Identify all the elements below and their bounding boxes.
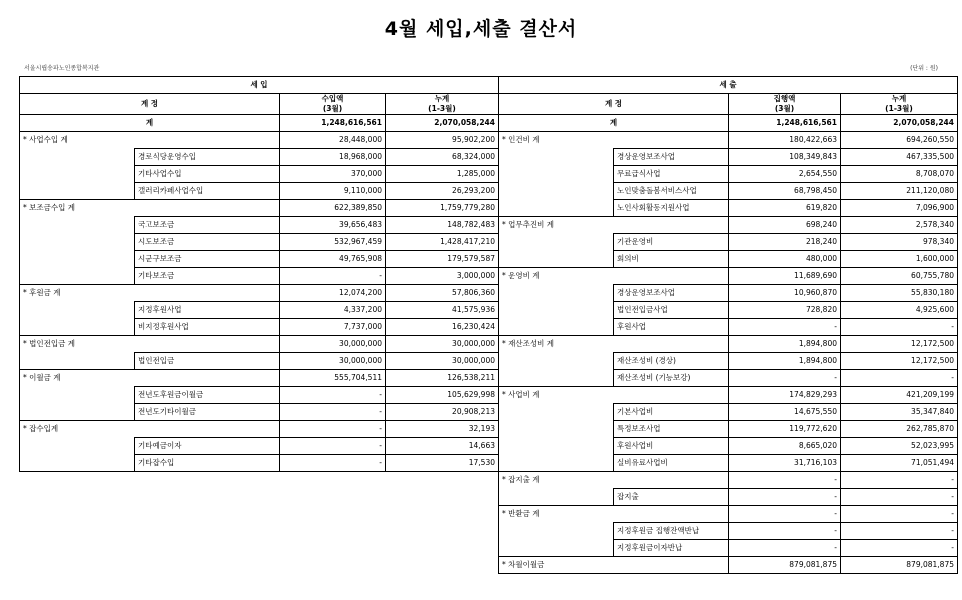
expense-amount-value: - (729, 472, 841, 489)
expense-item-label: 경상운영보조사업 (614, 149, 729, 166)
expense-category-spacer (499, 370, 614, 387)
income-cumulative-value: 17,530 (386, 455, 499, 472)
income-cumulative-value: 30,000,000 (386, 336, 499, 353)
income-empty-cell (135, 557, 280, 574)
expense-cumulative-value: - (841, 523, 958, 540)
expense-category-label: * 업무추진비 계 (499, 217, 729, 234)
income-cumulative-value: 95,902,200 (386, 132, 499, 149)
income-category-spacer (20, 183, 135, 200)
expense-item-label: 재산조성비 (경상) (614, 353, 729, 370)
expense-cumulative-value: - (841, 472, 958, 489)
expense-item-label: 기관운영비 (614, 234, 729, 251)
expense-cumulative-header-label: 누계 (891, 94, 907, 103)
table-row (20, 132, 958, 149)
income-cumulative-value: 1,285,000 (386, 166, 499, 183)
expense-item-label: 경상운영보조사업 (614, 285, 729, 302)
expense-cumulative-value: 4,925,600 (841, 302, 958, 319)
expense-amount-value: 31,716,103 (729, 455, 841, 472)
table-row (20, 421, 958, 438)
income-item-label: 지정후원사업 (135, 302, 280, 319)
expense-category-label: * 사업비 계 (499, 387, 729, 404)
income-amount-value: 39,656,483 (280, 217, 386, 234)
income-empty-cell (20, 472, 135, 489)
expense-cumulative-value: - (841, 489, 958, 506)
expense-amount-value: 698,240 (729, 217, 841, 234)
expense-item-label: 노인맞춤돌봄서비스사업 (614, 183, 729, 200)
expense-category-label: * 반환금 계 (499, 506, 729, 523)
expense-cumulative-value: 211,120,080 (841, 183, 958, 200)
income-cumulative-value: 3,000,000 (386, 268, 499, 285)
expense-item-label: 법인전입금사업 (614, 302, 729, 319)
income-category-label: * 후원금 계 (20, 285, 280, 302)
income-empty-cell (135, 523, 280, 540)
expense-amount-value: - (729, 540, 841, 557)
income-category-spacer (20, 149, 135, 166)
expense-cumulative-value: 262,785,870 (841, 421, 958, 438)
income-empty-cell (386, 472, 499, 489)
expense-cumulative-value: 421,209,199 (841, 387, 958, 404)
expense-cumulative-value: 55,830,180 (841, 285, 958, 302)
income-empty-cell (135, 506, 280, 523)
organization-name: 서울시립송파노인종합복지관 (24, 65, 100, 72)
expense-cumulative-value: 978,340 (841, 234, 958, 251)
expense-item-label: 특정보조사업 (614, 421, 729, 438)
income-cumulative-value: 32,193 (386, 421, 499, 438)
expense-category-spacer (499, 421, 614, 438)
table-row (20, 404, 958, 421)
income-amount-value: 532,967,459 (280, 234, 386, 251)
expense-cumulative-value: 694,260,550 (841, 132, 958, 149)
expense-item-label: 지정후원금 집행잔액반납 (614, 523, 729, 540)
expense-category-label: * 운영비 계 (499, 268, 729, 285)
income-amount-value: - (280, 421, 386, 438)
table-row (20, 234, 958, 251)
expense-item-label: 후원사업 (614, 319, 729, 336)
income-category-spacer (20, 268, 135, 285)
income-total-amount: 1,248,616,561 (280, 115, 386, 132)
expense-category-spacer (499, 285, 614, 302)
income-empty-cell (20, 489, 135, 506)
income-cumulative-value: 57,806,360 (386, 285, 499, 302)
income-empty-cell (280, 506, 386, 523)
income-amount-header-label: 수입액 (321, 94, 344, 103)
income-item-label: 법인전입금 (135, 353, 280, 370)
expense-account-header: 계 정 (499, 94, 729, 115)
expense-cumulative-value: - (841, 370, 958, 387)
income-amount-value: 4,337,200 (280, 302, 386, 319)
income-item-label: 갤러리카페사업수입 (135, 183, 280, 200)
income-empty-cell (20, 506, 135, 523)
table-row (20, 166, 958, 183)
expense-category-spacer (499, 489, 614, 506)
expense-total-amount: 1,248,616,561 (729, 115, 841, 132)
income-category-spacer (20, 319, 135, 336)
income-item-label: 경로식당운영수입 (135, 149, 280, 166)
expense-category-spacer (499, 540, 614, 557)
expense-item-label: 회의비 (614, 251, 729, 268)
income-item-label: 국고보조금 (135, 217, 280, 234)
expense-amount-value: 8,665,020 (729, 438, 841, 455)
income-cumulative-value: 41,575,936 (386, 302, 499, 319)
expense-item-label: 지정후원금이자반납 (614, 540, 729, 557)
expense-cumulative-value: 467,335,500 (841, 149, 958, 166)
expense-amount-value: 879,081,875 (729, 557, 841, 574)
table-row (20, 353, 958, 370)
income-total-label: 계 (20, 115, 280, 132)
income-category-spacer (20, 302, 135, 319)
income-amount-value: - (280, 455, 386, 472)
income-empty-cell (280, 540, 386, 557)
income-category-label: * 보조금수입 계 (20, 200, 280, 217)
income-total-cumulative: 2,070,058,244 (386, 115, 499, 132)
expense-amount-value: 2,654,550 (729, 166, 841, 183)
expense-amount-value: - (729, 370, 841, 387)
expense-item-label: 잡지출 (614, 489, 729, 506)
income-category-label: * 사업수입 계 (20, 132, 280, 149)
income-category-spacer (20, 438, 135, 455)
report-title: 4월 세입,세출 결산서 (384, 18, 578, 40)
expense-category-spacer (499, 319, 614, 336)
table-row (20, 370, 958, 387)
income-category-spacer (20, 217, 135, 234)
income-amount-value: 30,000,000 (280, 353, 386, 370)
expense-amount-value: 119,772,620 (729, 421, 841, 438)
income-amount-value: 555,704,511 (280, 370, 386, 387)
expense-amount-value: 174,829,293 (729, 387, 841, 404)
expense-item-label: 재산조성비 (기능보강) (614, 370, 729, 387)
income-amount-value: 30,000,000 (280, 336, 386, 353)
income-amount-header-period: (3월) (322, 104, 343, 113)
unit-label: (단위 : 원) (910, 65, 938, 72)
expense-amount-value: - (729, 506, 841, 523)
table-row (20, 319, 958, 336)
expense-item-label: 후원사업비 (614, 438, 729, 455)
table-row (20, 489, 958, 506)
income-cumulative-value: 14,663 (386, 438, 499, 455)
income-cumulative-value: 126,538,211 (386, 370, 499, 387)
expense-amount-header-period: (3월) (774, 104, 795, 113)
expense-cumulative-value: 35,347,840 (841, 404, 958, 421)
expense-category-spacer (499, 251, 614, 268)
table-row (20, 285, 958, 302)
income-amount-value: - (280, 404, 386, 421)
income-cumulative-value: 105,629,998 (386, 387, 499, 404)
income-empty-cell (20, 523, 135, 540)
expense-cumulative-value: - (841, 506, 958, 523)
expense-cumulative-value: 12,172,500 (841, 353, 958, 370)
expense-category-label: * 재산조성비 계 (499, 336, 729, 353)
expense-item-label: 기본사업비 (614, 404, 729, 421)
expense-amount-value: 14,675,550 (729, 404, 841, 421)
expense-amount-value: - (729, 523, 841, 540)
income-empty-cell (280, 489, 386, 506)
expense-category-spacer (499, 455, 614, 472)
expense-category-spacer (499, 438, 614, 455)
table-row (20, 268, 958, 285)
expense-amount-value: 1,894,800 (729, 353, 841, 370)
table-row (20, 438, 958, 455)
income-category-spacer (20, 455, 135, 472)
table-row (20, 149, 958, 166)
table-row (20, 251, 958, 268)
expense-item-label: 노인사회활동지원사업 (614, 200, 729, 217)
income-item-label: 기타사업수입 (135, 166, 280, 183)
income-item-label: 기타보조금 (135, 268, 280, 285)
income-cumulative-header (386, 94, 499, 115)
income-amount-value: - (280, 438, 386, 455)
income-cumulative-value: 179,579,587 (386, 251, 499, 268)
income-empty-cell (386, 523, 499, 540)
income-empty-cell (20, 540, 135, 557)
income-empty-cell (386, 506, 499, 523)
income-empty-cell (386, 489, 499, 506)
expense-cumulative-value: - (841, 540, 958, 557)
income-empty-cell (386, 540, 499, 557)
income-item-label: 시군구보조금 (135, 251, 280, 268)
expense-amount-header (729, 94, 841, 115)
expense-amount-value: 180,422,663 (729, 132, 841, 149)
income-cumulative-value: 30,000,000 (386, 353, 499, 370)
expense-amount-value: 218,240 (729, 234, 841, 251)
expense-cumulative-value: - (841, 319, 958, 336)
expense-amount-value: 11,689,690 (729, 268, 841, 285)
table-row (20, 183, 958, 200)
expense-amount-value: - (729, 319, 841, 336)
income-amount-value: - (280, 268, 386, 285)
settlement-table (19, 76, 958, 574)
income-category-spacer (20, 251, 135, 268)
income-cumulative-value: 1,428,417,210 (386, 234, 499, 251)
income-cumulative-value: 1,759,779,280 (386, 200, 499, 217)
income-amount-value: 7,737,000 (280, 319, 386, 336)
expense-amount-value: 108,349,843 (729, 149, 841, 166)
expense-amount-value: 480,000 (729, 251, 841, 268)
income-empty-cell (20, 557, 135, 574)
income-category-spacer (20, 166, 135, 183)
income-cumulative-header-period: (1-3월) (428, 104, 456, 113)
income-cumulative-value: 148,782,483 (386, 217, 499, 234)
income-amount-value: 28,448,000 (280, 132, 386, 149)
expense-category-spacer (499, 302, 614, 319)
expense-amount-value: 10,960,870 (729, 285, 841, 302)
income-empty-cell (280, 472, 386, 489)
expense-total-cumulative: 2,070,058,244 (841, 115, 958, 132)
expense-category-spacer (499, 404, 614, 421)
income-cumulative-value: 26,293,200 (386, 183, 499, 200)
table-row (20, 540, 958, 557)
table-row (20, 336, 958, 353)
income-amount-value: 12,074,200 (280, 285, 386, 302)
expense-category-spacer (499, 523, 614, 540)
income-cumulative-header-label: 누계 (434, 94, 450, 103)
expense-cumulative-value: 1,600,000 (841, 251, 958, 268)
expense-item-label: 실비유료사업비 (614, 455, 729, 472)
expense-amount-value: 1,894,800 (729, 336, 841, 353)
table-row (20, 302, 958, 319)
expense-header: 세 출 (499, 77, 958, 94)
expense-amount-value: 619,820 (729, 200, 841, 217)
expense-cumulative-value: 8,708,070 (841, 166, 958, 183)
income-cumulative-value: 68,324,000 (386, 149, 499, 166)
expense-amount-value: - (729, 489, 841, 506)
income-category-label: * 법인전입금 계 (20, 336, 280, 353)
income-item-label: 비지정후원사업 (135, 319, 280, 336)
expense-category-spacer (499, 149, 614, 166)
expense-category-spacer (499, 200, 614, 217)
expense-category-label: * 잡지출 계 (499, 472, 729, 489)
table-row (20, 217, 958, 234)
expense-item-label: 무료급식사업 (614, 166, 729, 183)
income-amount-value: - (280, 387, 386, 404)
expense-cumulative-value: 52,023,995 (841, 438, 958, 455)
table-row (20, 506, 958, 523)
expense-category-label: * 차월이월금 (499, 557, 729, 574)
expense-category-label: * 인건비 계 (499, 132, 729, 149)
table-row (20, 387, 958, 404)
income-amount-value: 370,000 (280, 166, 386, 183)
expense-category-spacer (499, 183, 614, 200)
income-category-label: * 잡수입계 (20, 421, 280, 438)
income-category-spacer (20, 353, 135, 370)
table-row (20, 472, 958, 489)
income-amount-value: 18,968,000 (280, 149, 386, 166)
income-amount-header (280, 94, 386, 115)
expense-cumulative-header (841, 94, 958, 115)
income-empty-cell (280, 523, 386, 540)
income-amount-value: 9,110,000 (280, 183, 386, 200)
income-empty-cell (135, 489, 280, 506)
expense-category-spacer (499, 353, 614, 370)
income-cumulative-value: 20,908,213 (386, 404, 499, 421)
income-item-label: 기타잡수입 (135, 455, 280, 472)
expense-amount-header-label: 집행액 (773, 94, 796, 103)
income-account-header: 계 정 (20, 94, 280, 115)
expense-amount-value: 68,798,450 (729, 183, 841, 200)
income-category-spacer (20, 404, 135, 421)
income-empty-cell (135, 472, 280, 489)
table-row (20, 557, 958, 574)
income-item-label: 기타예금이자 (135, 438, 280, 455)
table-row (20, 455, 958, 472)
income-amount-value: 622,389,850 (280, 200, 386, 217)
expense-category-spacer (499, 234, 614, 251)
expense-cumulative-value: 7,096,900 (841, 200, 958, 217)
expense-cumulative-value: 60,755,780 (841, 268, 958, 285)
income-item-label: 전년도후원금이월금 (135, 387, 280, 404)
income-header: 세 입 (20, 77, 499, 94)
expense-cumulative-value: 2,578,340 (841, 217, 958, 234)
income-category-spacer (20, 387, 135, 404)
table-row (20, 200, 958, 217)
income-cumulative-value: 16,230,424 (386, 319, 499, 336)
income-item-label: 전년도기타이월금 (135, 404, 280, 421)
income-empty-cell (135, 540, 280, 557)
income-item-label: 시도보조금 (135, 234, 280, 251)
expense-cumulative-value: 12,172,500 (841, 336, 958, 353)
income-category-label: * 이월금 계 (20, 370, 280, 387)
income-empty-cell (386, 557, 499, 574)
expense-cumulative-header-period: (1-3월) (885, 104, 913, 113)
income-empty-cell (280, 557, 386, 574)
expense-cumulative-value: 879,081,875 (841, 557, 958, 574)
expense-amount-value: 728,820 (729, 302, 841, 319)
income-amount-value: 49,765,908 (280, 251, 386, 268)
table-row (20, 523, 958, 540)
expense-cumulative-value: 71,051,494 (841, 455, 958, 472)
expense-category-spacer (499, 166, 614, 183)
income-category-spacer (20, 234, 135, 251)
expense-total-label: 계 (499, 115, 729, 132)
